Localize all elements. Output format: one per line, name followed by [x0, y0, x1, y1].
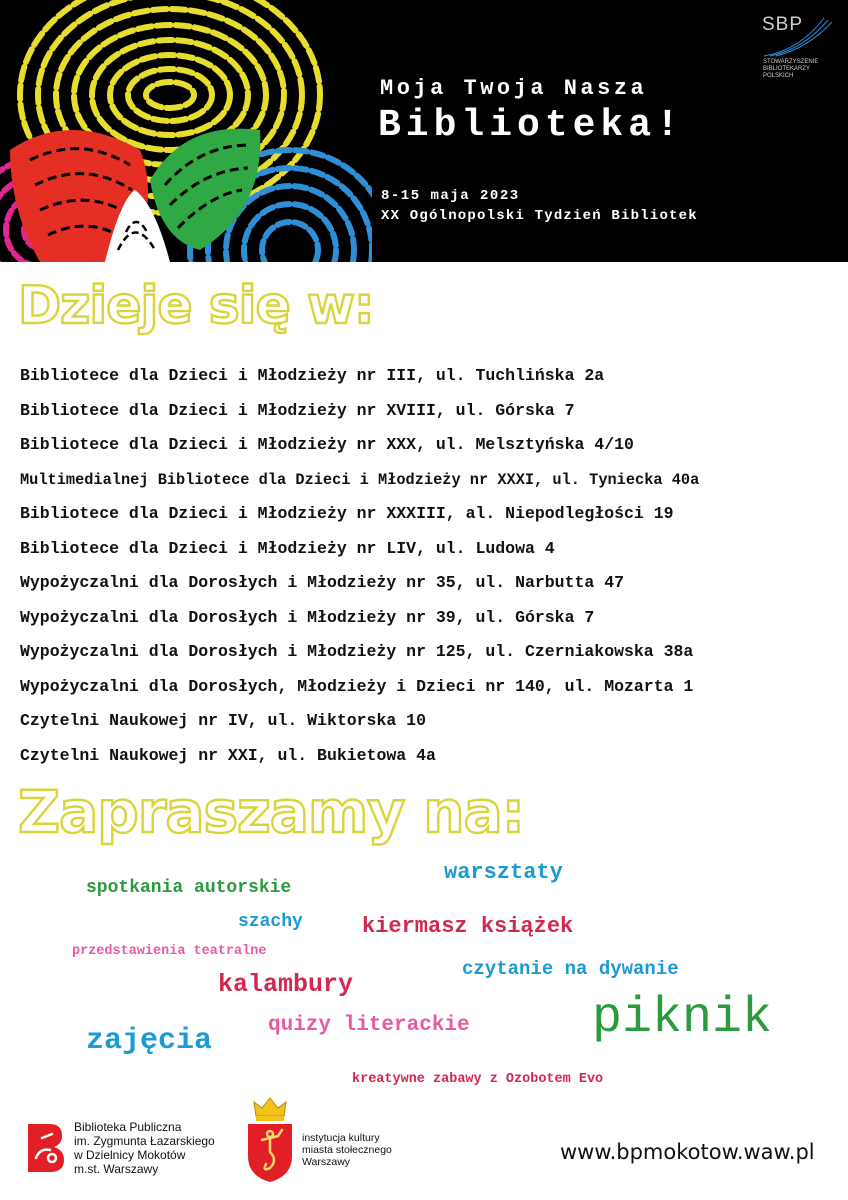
location-item: Bibliotece dla Dzieci i Młodzieży nr XVIII, ul. Górska 7 [20, 400, 575, 420]
activity-word: kreatywne zabawy z Ozobotem Evo [352, 1072, 604, 1087]
activity-word: przedstawienia teatralne [72, 944, 267, 959]
banner-title-big: Biblioteka! [378, 104, 684, 147]
activity-word: kalambury [218, 970, 354, 999]
location-item: Multimedialnej Bibliotece dla Dzieci i Młodzieży nr XXXI, ul. Tyniecka 40a [20, 470, 700, 489]
banner-title-small: Moja Twoja Nasza [380, 76, 648, 101]
location-item: Bibliotece dla Dzieci i Młodzieży nr III, ul. Tuchlińska 2a [20, 366, 605, 385]
location-item: Czytelni Naukowej nr XXI, ul. Bukietowa 4a [20, 745, 436, 765]
sbp-swoosh-icon [760, 12, 840, 58]
location-item: Czytelni Naukowej nr IV, ul. Wiktorska 10 [20, 711, 426, 730]
location-item: Bibliotece dla Dzieci i Młodzieży nr XXX, ul. Melsztyńska 4/10 [20, 435, 634, 454]
library-logo-icon [22, 1118, 68, 1176]
activity-word: zajęcia [86, 1024, 213, 1058]
activity-word: czytanie na dywanie [462, 958, 679, 980]
heading-happening: Dzieje się w: [18, 276, 374, 336]
location-item: Bibliotece dla Dzieci i Młodzieży nr XXXIII, al. Niepodległości 19 [20, 504, 674, 523]
location-item: Wypożyczalni dla Dorosłych i Młodzieży nr 125, ul. Czerniakowska 38a [20, 642, 694, 661]
location-item: Wypożyczalni dla Dorosłych i Młodzieży nr 39, ul. Górska 7 [20, 607, 595, 627]
library-name-line: w Dzielnicy Mokotów [74, 1148, 186, 1162]
website-url[interactable]: www.bpmokotow.waw.pl [560, 1140, 815, 1164]
library-name-line: im. Zygmunta Łazarskiego [74, 1134, 215, 1148]
library-name-line: Biblioteka Publiczna [74, 1120, 182, 1134]
sbp-caption [763, 59, 841, 80]
location-item: Bibliotece dla Dzieci i Młodzieży nr LIV, ul. Ludowa 4 [20, 538, 555, 558]
sbp-logo [760, 12, 840, 84]
sbp-caption-line: STOWARZYSZENIE [763, 59, 819, 65]
activity-word: piknik [592, 990, 773, 1047]
activity-word: spotkania autorskie [86, 878, 292, 898]
institution-label [302, 1132, 392, 1168]
activity-word: szachy [238, 912, 303, 932]
heading-invite: Zapraszamy na: [18, 778, 524, 846]
activity-word: warsztaty [444, 860, 563, 885]
library-name-line: m.st. Warszawy [74, 1162, 159, 1176]
event-name: XX Ogólnopolski Tydzień Bibliotek [381, 208, 698, 224]
activity-word: quizy literackie [268, 1014, 470, 1037]
institution-line: instytucja kultury [302, 1132, 380, 1144]
institution-line: miasta stołecznego [302, 1144, 392, 1156]
event-dates: 8-15 maja 2023 [381, 188, 520, 204]
activity-word: kiermasz książek [362, 914, 574, 939]
sbp-caption-line: POLSKICH [763, 73, 794, 79]
location-list [20, 364, 699, 778]
header-banner [0, 0, 848, 262]
library-name [74, 1120, 215, 1176]
institution-line: Warszawy [302, 1156, 351, 1168]
fingerprint-artwork [0, 0, 372, 262]
sbp-caption-line: BIBLIOTEKARZY [763, 66, 811, 72]
warsaw-crest-icon [244, 1094, 296, 1184]
sbp-mark: SBP [762, 14, 804, 35]
location-item: Wypożyczalni dla Dorosłych, Młodzieży i Dzieci nr 140, ul. Mozarta 1 [20, 676, 694, 696]
location-item: Wypożyczalni dla Dorosłych i Młodzieży nr 35, ul. Narbutta 47 [20, 573, 624, 592]
